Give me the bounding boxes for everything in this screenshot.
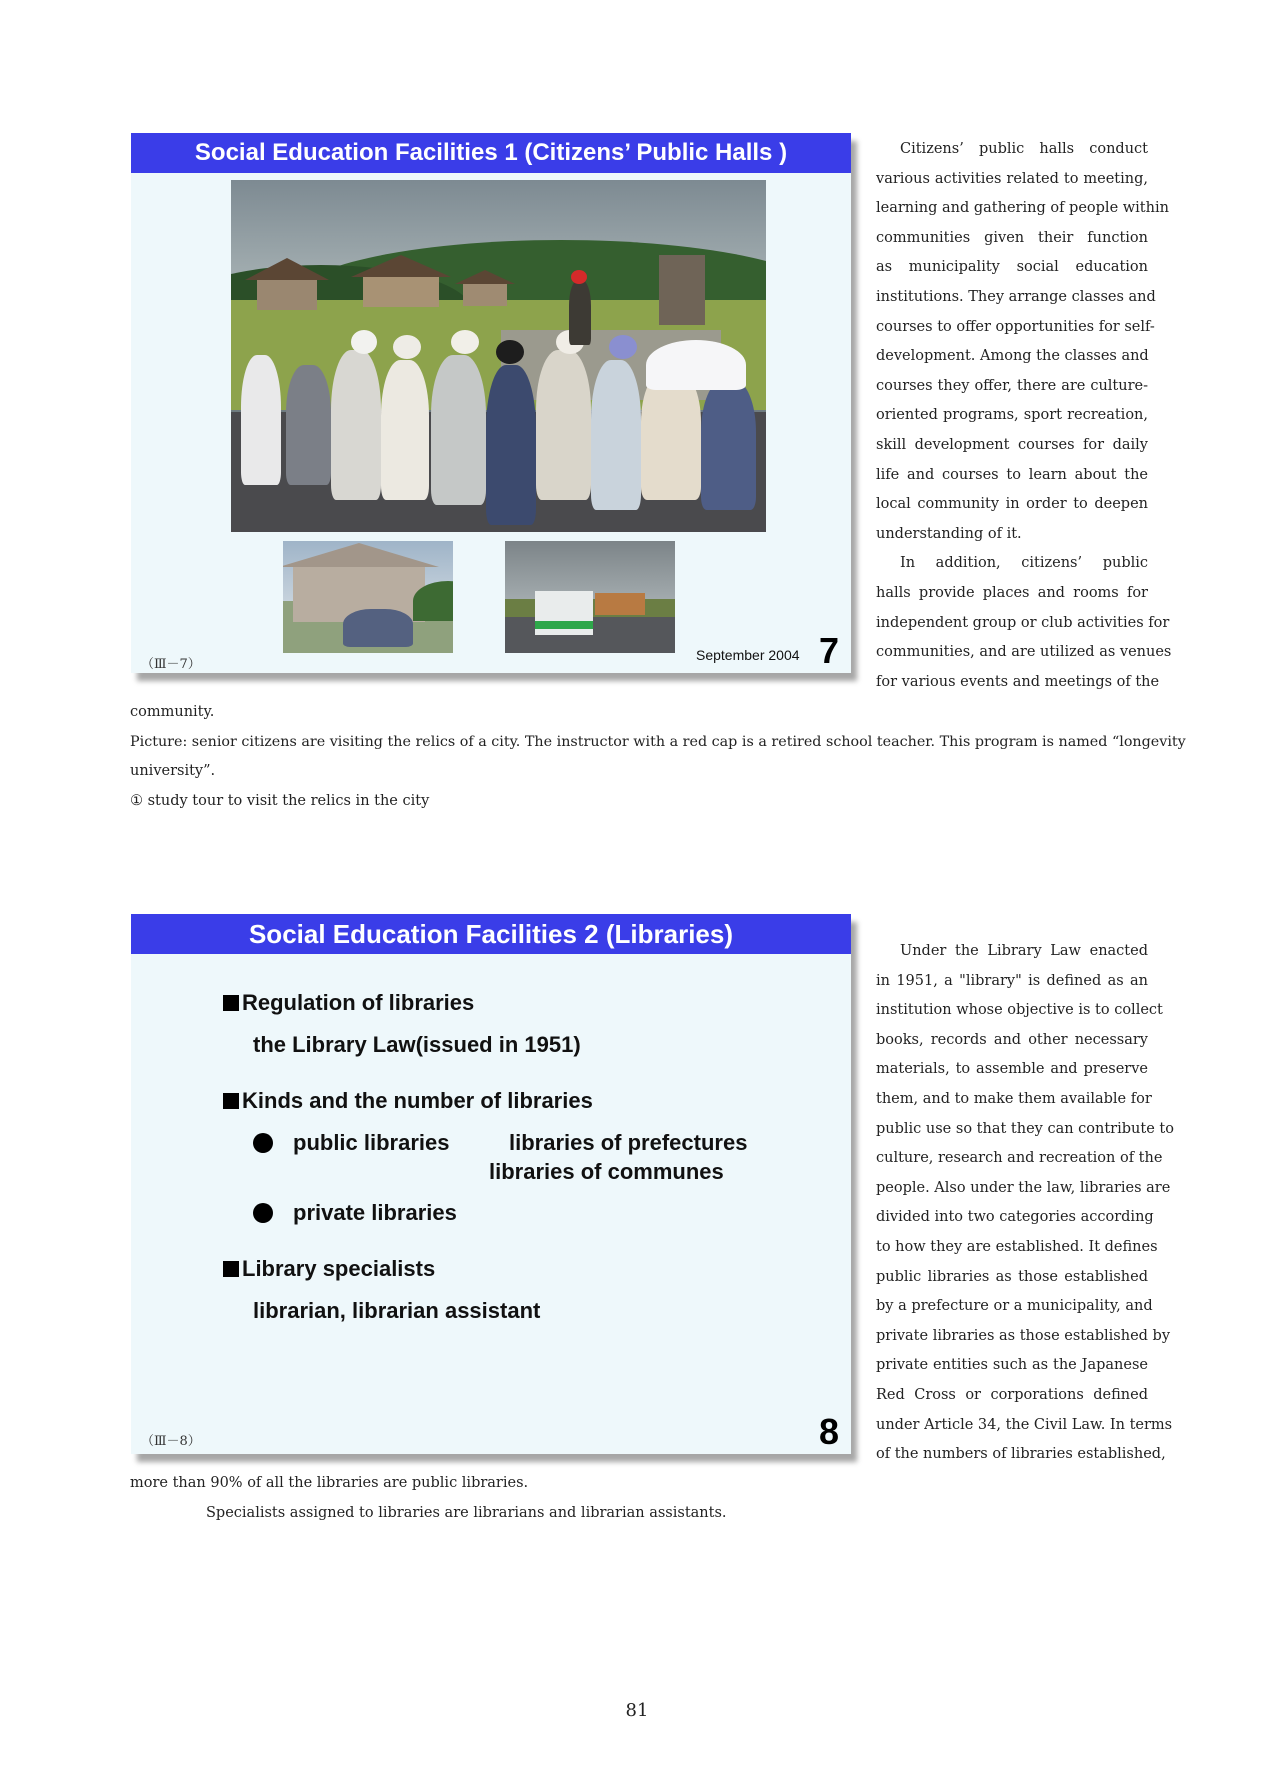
side-text-line: local community in order to deepen bbox=[876, 496, 1148, 513]
side-text-2 bbox=[876, 937, 1174, 1470]
slide-2-title bbox=[131, 914, 851, 954]
side-text-line: courses they offer, there are culture- bbox=[876, 377, 1148, 394]
slide-1-title bbox=[131, 133, 851, 173]
library-law: the Library Law(issued in 1951) bbox=[253, 1032, 581, 1057]
slide-1 bbox=[131, 133, 851, 673]
square-bullet-icon bbox=[223, 1093, 239, 1109]
public-libraries bbox=[253, 1130, 450, 1156]
side-text-line: halls provide places and rooms for bbox=[876, 584, 1148, 601]
side-text-line: skill development courses for daily bbox=[876, 436, 1148, 453]
small-photo-building bbox=[283, 541, 453, 653]
side-text-1 bbox=[876, 135, 1172, 697]
round-bullet-icon bbox=[253, 1203, 273, 1223]
continuation-2: more than 90% of all the libraries are public libraries. bbox=[130, 1475, 529, 1491]
heading-kinds-text: Kinds and the number of libraries bbox=[242, 1088, 593, 1113]
square-bullet-icon bbox=[223, 995, 239, 1011]
slide-2-title-text: Social Education Facilities 2 (Libraries) bbox=[248, 918, 734, 949]
small-photo-bus bbox=[505, 541, 675, 653]
side-text-line: Citizens’ public halls conduct bbox=[900, 141, 1148, 157]
slide-2-code: （Ⅲ－8） bbox=[141, 1434, 201, 1449]
slide-2 bbox=[131, 914, 851, 1454]
side-text-line: life and courses to learn about the bbox=[876, 466, 1148, 483]
side-text-line: development. Among the classes and bbox=[876, 348, 1149, 365]
slide-2-number: 8 bbox=[818, 1411, 839, 1452]
side-text-line: oriented programs, sport recreation, bbox=[876, 407, 1148, 424]
side-text-line: in 1951, a "library" is defined as an bbox=[876, 972, 1148, 989]
page-number: 81 bbox=[625, 1700, 649, 1721]
heading-regulation bbox=[223, 990, 474, 1016]
side-text-line: public use so that they can contribute to bbox=[876, 1120, 1174, 1137]
picture-note-line-1: Picture: senior citizens are visiting the relics of a city. The instructor with a red cap is a retired school teacher. This program is named “longevity bbox=[130, 734, 1186, 750]
slide-1-number: 7 bbox=[818, 630, 839, 671]
side-text-line: private libraries as those established by bbox=[876, 1327, 1171, 1344]
side-text-line: materials, to assemble and preserve bbox=[876, 1061, 1148, 1078]
side-text-line: communities, and are utilized as venues bbox=[876, 644, 1172, 661]
side-text-line: for various events and meetings of the bbox=[876, 673, 1160, 690]
side-text-line: public libraries as those established bbox=[876, 1268, 1148, 1285]
slide-1-code: （Ⅲ－7） bbox=[141, 657, 201, 672]
main-photo bbox=[231, 180, 766, 532]
private-libraries-text: private libraries bbox=[293, 1200, 457, 1225]
side-text-line: divided into two categories according bbox=[876, 1209, 1154, 1226]
side-text-line: understanding of it. bbox=[876, 525, 1022, 542]
specialists-list: librarian, librarian assistant bbox=[253, 1298, 541, 1323]
public-libraries-text: public libraries bbox=[293, 1130, 450, 1155]
side-text-line: communities given their function bbox=[876, 229, 1148, 246]
side-text-line: Red Cross or corporations defined bbox=[876, 1386, 1148, 1403]
side-text-line: to how they are established. It defines bbox=[876, 1238, 1158, 1255]
heading-specialists-text: Library specialists bbox=[242, 1256, 436, 1281]
heading-specialists bbox=[223, 1256, 435, 1282]
libraries-of-communes: libraries of communes bbox=[489, 1159, 724, 1184]
side-text-line: various activities related to meeting, bbox=[876, 170, 1148, 187]
side-text-line: courses to offer opportunities for self- bbox=[876, 318, 1155, 335]
study-tour-item: ① study tour to visit the relics in the city bbox=[130, 793, 430, 809]
slide-1-title-text: Social Education Facilities 1 (Citizens’ Public Halls ) bbox=[194, 139, 788, 166]
side-text-line: books, records and other necessary bbox=[876, 1031, 1148, 1048]
private-libraries bbox=[253, 1200, 457, 1226]
side-text-line: as municipality social education bbox=[876, 259, 1148, 276]
side-text-line: learning and gathering of people within bbox=[876, 200, 1169, 217]
side-text-line: culture, research and recreation of the bbox=[876, 1150, 1163, 1167]
side-text-line: Under the Library Law enacted bbox=[900, 943, 1148, 959]
heading-regulation-text: Regulation of libraries bbox=[242, 990, 475, 1015]
libraries-of-prefectures: libraries of prefectures bbox=[509, 1130, 748, 1155]
specialists-sentence: Specialists assigned to libraries are librarians and librarian assistants. bbox=[206, 1505, 727, 1521]
continuation-1: community. bbox=[130, 704, 215, 720]
side-text-line: private entities such as the Japanese bbox=[876, 1357, 1148, 1374]
slide-1-date: September 2004 bbox=[696, 647, 800, 663]
side-text-line: of the numbers of libraries established, bbox=[876, 1446, 1166, 1463]
side-text-line: institutions. They arrange classes and bbox=[876, 288, 1156, 305]
side-text-line: them, and to make them available for bbox=[876, 1090, 1152, 1107]
square-bullet-icon bbox=[223, 1261, 239, 1277]
picture-note-line-2: university”. bbox=[130, 763, 216, 779]
heading-kinds bbox=[223, 1088, 593, 1114]
side-text-line: institution whose objective is to collect bbox=[876, 1002, 1163, 1019]
side-text-line: under Article 34, the Civil Law. In terms bbox=[876, 1416, 1173, 1433]
side-text-line: people. Also under the law, libraries are bbox=[876, 1179, 1171, 1196]
side-text-line: In addition, citizens’ public bbox=[900, 555, 1148, 572]
round-bullet-icon bbox=[253, 1133, 273, 1153]
side-text-line: independent group or club activities for bbox=[876, 614, 1170, 631]
side-text-line: by a prefecture or a municipality, and bbox=[876, 1298, 1153, 1315]
